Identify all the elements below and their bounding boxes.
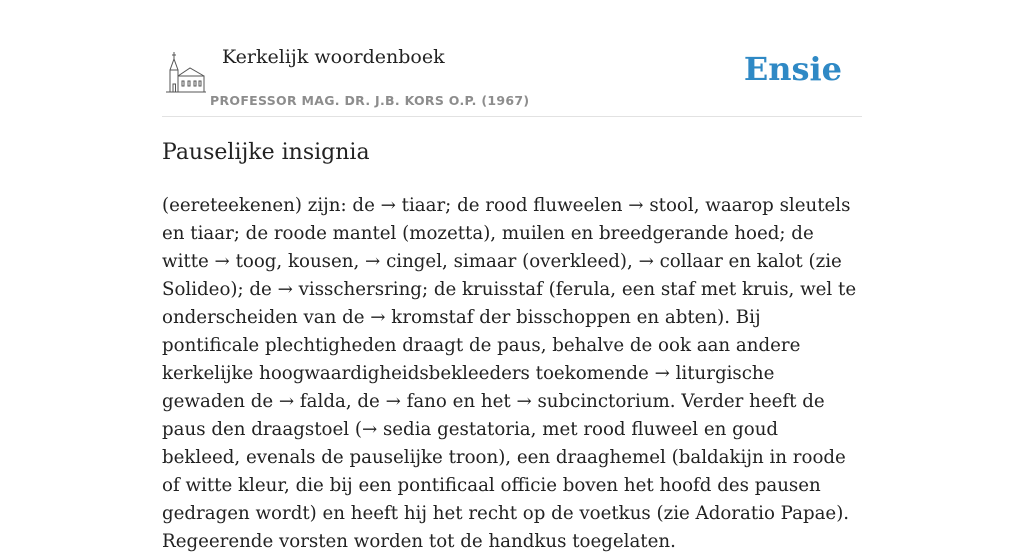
entry-text: , kousen, [276,251,366,272]
entry-text: , met rood fluweel en goud bekleed, evenals de pauselijke troon), een draaghemel (baldakijn in roode of witte kleur, die bij een pontificaal officie boven het hoofd des pausen gedragen wordt) en heeft hij het recht op de voetkus (zie Adoratio Papae). Regeerende vorsten worden tot de handkus toegelaten. [162,419,850,552]
entry-text: der bisschoppen en abten). Bij pontificale plechtigheden draagt de paus, behalve de ook aan andere kerkelijke hoogwaardigheidsbekleeders toekomende [162,307,801,384]
cross-reference-link[interactable]: → tiaar [380,195,446,216]
author-byline: PROFESSOR MAG. DR. J.B. KORS O.P. (1967) [210,93,530,108]
cross-reference-link[interactable]: → fano [385,391,447,412]
cross-reference-link[interactable]: → toog [214,251,277,272]
entry-text: (eereteekenen) zijn: de [162,195,381,216]
entry-title: Pauselijke insignia [162,140,370,165]
book-title[interactable]: Kerkelijk woordenboek [222,46,445,68]
entry-text: en kalot (zie Solideo); de [162,251,842,300]
entry-text: de [244,391,279,412]
cross-reference-link[interactable]: → cingel [365,251,443,272]
cross-reference-link[interactable]: → subcinctorium [516,391,670,412]
brand-logo[interactable]: Ensie [743,50,842,88]
entry-text: ; de kruisstaf (ferula, een staf met kruis, wel te onderscheiden van de [162,279,857,328]
church-icon[interactable] [166,50,206,94]
entry-text: , de [345,391,386,412]
entry-text: . Verder heeft de paus den draagstoel ( [162,391,825,440]
cross-reference-link[interactable]: → liturgische gewaden [162,363,775,412]
cross-reference-link[interactable]: → sedia gestatoria [361,419,531,440]
entry-text: , waarop sleutels en tiaar; de roode mantel (mozetta), muilen en breedgerande hoed; de witte [162,195,851,272]
cross-reference-link[interactable]: → stool [628,195,694,216]
entry-body [162,192,862,556]
entry-text: , simaar (overkleed), [442,251,639,272]
cross-reference-link[interactable]: → visschersring [277,279,422,300]
header [162,44,862,117]
entry-text: en het [446,391,517,412]
cross-reference-link[interactable]: → falda [278,391,346,412]
cross-reference-link[interactable]: → kromstaf [370,307,474,328]
entry-text: ; de rood fluweelen [445,195,629,216]
cross-reference-link[interactable]: → collaar [638,251,723,272]
